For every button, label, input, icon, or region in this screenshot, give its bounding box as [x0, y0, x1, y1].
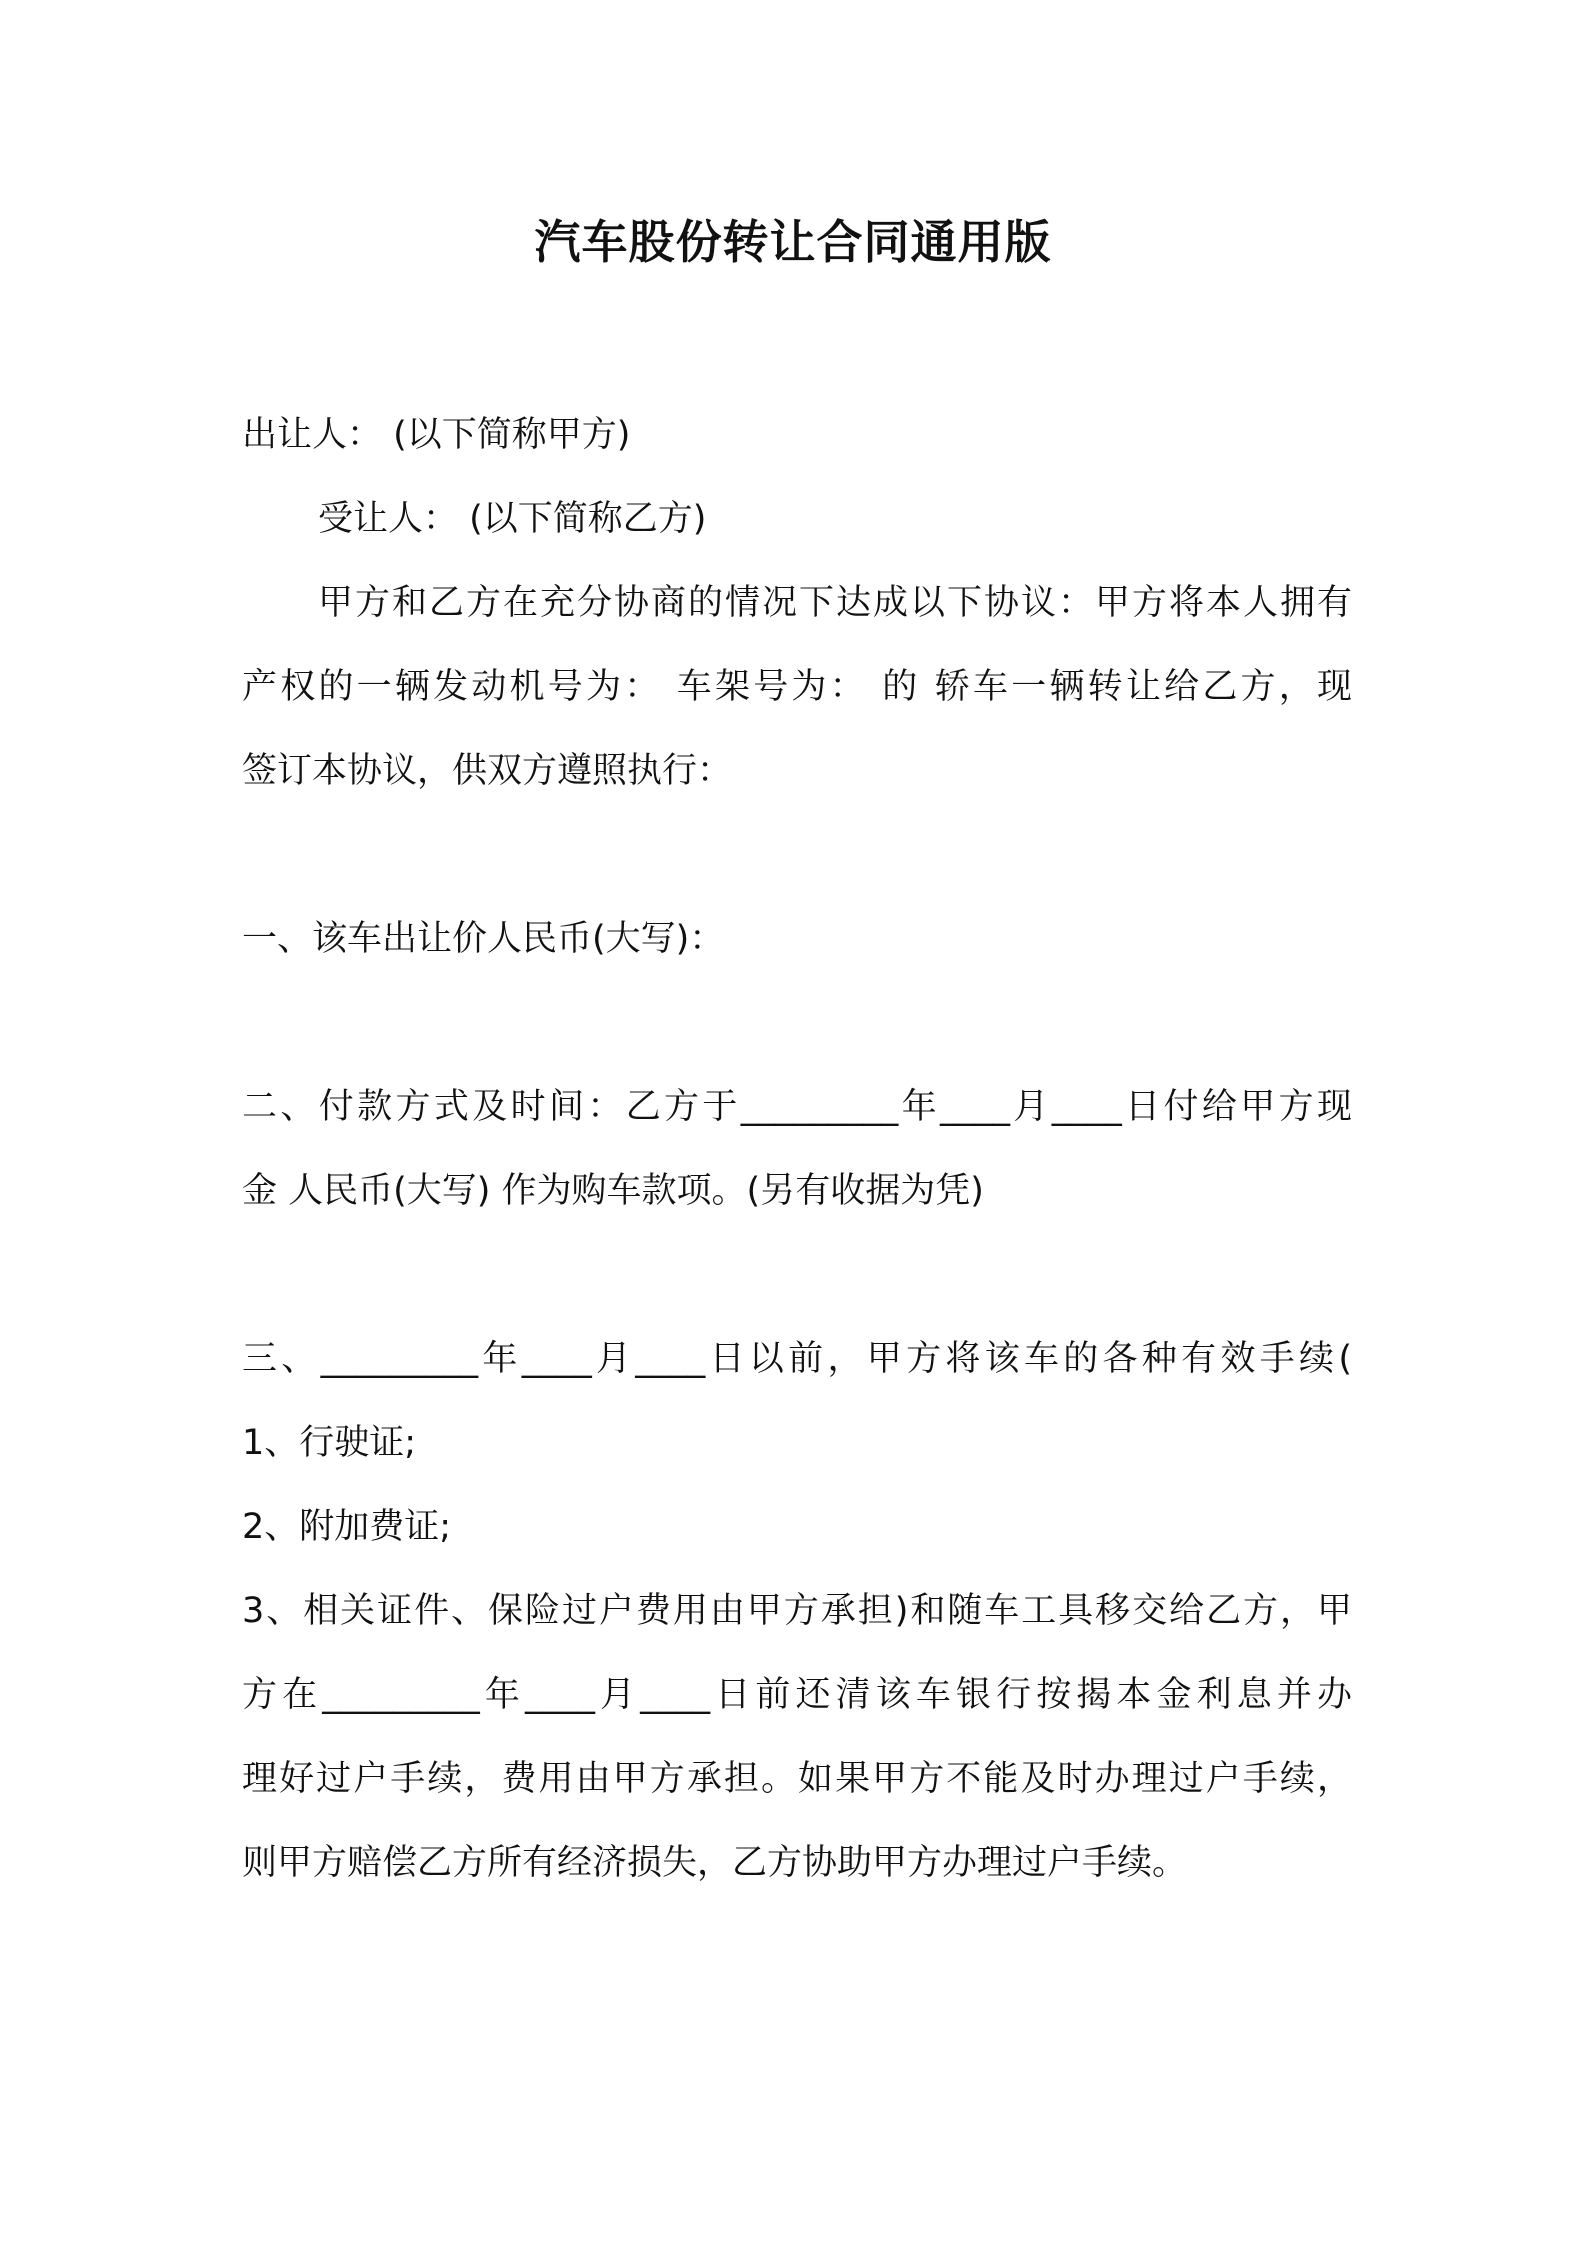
- clause-3-line-1: 三、_________年____月____日以前，甲方将该车的各种有效手续(: [242, 1339, 1352, 1379]
- clause-3-item-3-line-3: 理好过户手续，费用由甲方承担。如果甲方不能及时办理过户手续，: [242, 1759, 1352, 1799]
- clause-3-item-3-line-2: 方在_________年____月____日前还清该车银行按揭本金利息并办: [242, 1675, 1352, 1715]
- clause-3-item-3-line-1: 3、相关证件、保险过户费用由甲方承担)和随车工具移交给乙方，甲: [242, 1591, 1352, 1631]
- clause-2-payment-line-1: 二、付款方式及时间：乙方于_________年____月____日付给甲方现: [242, 1087, 1352, 1127]
- clause-2-payment-line-2: 金 人民币(大写) 作为购车款项。(另有收据为凭): [242, 1171, 984, 1211]
- agreement-paragraph-line-3: 签订本协议，供双方遵照执行：: [242, 751, 733, 791]
- clause-1-price: 一、该车出让价人民币(大写)：: [242, 919, 725, 959]
- agreement-paragraph-line-1: 甲方和乙方在充分协商的情况下达成以下协议：甲方将本人拥有: [318, 583, 1352, 623]
- clause-3-item-1: 1、行驶证;: [242, 1423, 417, 1463]
- agreement-paragraph-line-2: 产权的一辆发动机号为： 车架号为： 的 轿车一辆转让给乙方，现: [242, 667, 1352, 707]
- clause-3-item-2: 2、附加费证;: [242, 1507, 452, 1547]
- transferee-line: 受让人： (以下简称乙方): [318, 499, 707, 539]
- transferor-line: 出让人： (以下简称甲方): [242, 415, 631, 455]
- document-title: 汽车股份转让合同通用版: [534, 215, 1052, 269]
- clause-3-item-3-line-4: 则甲方赔偿乙方所有经济损失，乙方协助甲方办理过户手续。: [242, 1843, 1188, 1883]
